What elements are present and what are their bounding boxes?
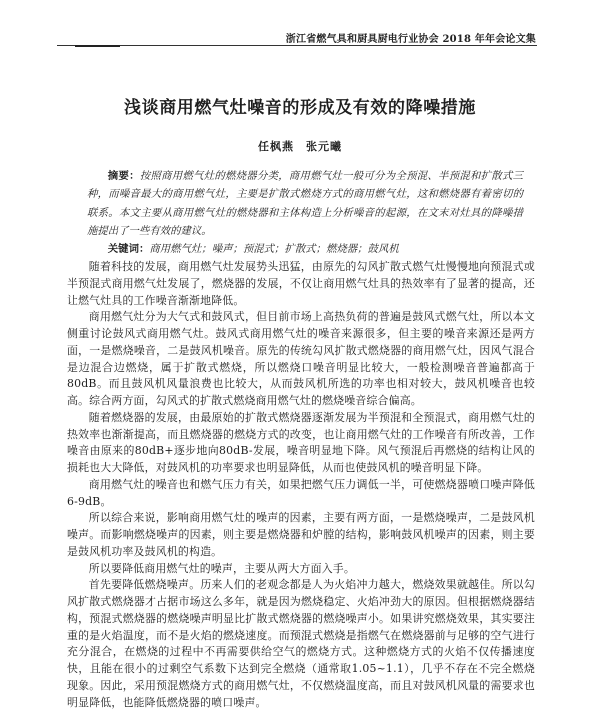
body-text	[67, 259, 535, 711]
paragraph: 所以综合来说，影响商用燃气灶的噪声的因素，主要有两方面，一是燃烧噪声，二是鼓风机噪声。而影响燃烧噪声的因素，则主要是燃烧器和炉膛的结构，影响鼓风机噪声的因素，则主要是鼓风机功率及鼓风机的构造。	[67, 511, 535, 558]
keywords-list: 商用燃气灶；噪声；预混式；扩散式；燃烧器；鼓风机	[149, 243, 399, 256]
paper-title: 浅谈商用燃气灶噪音的形成及有效的降噪措施	[124, 98, 476, 118]
paragraph: 随着科技的发展，商用燃气灶发展势头迅猛，由原先的勾风扩散式燃气灶慢慢地向预混式或半预混式商用燃气灶发展了，燃烧器的发展，不仅让商用燃气灶具的热效率有了显著的提高，还让燃气灶具的工作噪音渐渐地降低。	[67, 260, 535, 307]
paragraph: 商用燃气灶的噪音也和燃气压力有关，如果把燃气压力调低一半，可使燃烧器喷口噪声降低6-9dB。	[67, 477, 535, 508]
abstract-label: 摘要：	[107, 170, 140, 182]
paragraph: 首先要降低燃烧噪声。历来人们的老观念都是人为火焰冲力越大，燃烧效果就越佳。所以勾风扩散式燃烧器才占据市场这么多年，就是因为燃烧稳定、火焰冲劲大的原因。但根据燃烧器结构，预混式燃烧器的燃烧噪声明显比扩散式燃烧器的燃烧噪声小。如果讲究燃烧效果，其实要注重的是火焰温度，而不是火焰的燃烧速度。而预混式燃烧是指燃气在燃烧器前与足够的空气进行充分混合，在燃烧的过程中不再需要供给空气的燃烧方式。这种燃烧方式的火焰不仅传播速度快，且能在很小的过剩空气系数下达到完全燃烧（通常取1.05~1.1），几乎不存在不完全燃烧现象。因此，采用预混燃烧方式的商用燃气灶，不仅燃烧温度高，而且对鼓风机风量的需要求也明显降低，也能降低燃烧器的喷口噪声。	[67, 578, 535, 709]
authors: 任枫燕 张元曦	[258, 140, 342, 153]
abstract-text	[87, 167, 523, 240]
header-rule	[57, 45, 537, 46]
paragraph: 随着燃烧器的发展，由最原始的扩散式燃烧器逐渐发展为半预混和全预混式，商用燃气灶的热效率也渐渐提高，而且燃烧器的燃烧方式的改变，也让商用燃气灶的工作噪音有所改善，工作噪音由原来的80dB+逐步地向80dB-发展，噪音明显地下降。风气预混后再燃烧的结构让风的损耗也大大降低，对鼓风机的功率要求也明显降低，从而也使鼓风机的噪音明显下降。	[67, 410, 535, 474]
paragraph: 商用燃气灶分为大气式和鼓风式，但目前市场上高热负荷的普遍是鼓风式燃气灶，所以本文侧重讨论鼓风式商用燃气灶。鼓风式商用燃气灶的噪音来源很多，但主要的噪音来源还是两方面，一是燃烧噪音，二是鼓风机噪音。原先的传统勾风扩散式燃烧器的商用燃气灶，因风气混合是边混合边燃烧，属于扩散式燃烧，所以燃烧口噪音明显比较大，一般检测噪音普遍都高于80dB。而且鼓风机风量浪费也比较大，从而鼓风机所选的功率也相对较大，鼓风机噪音也较高。综合两方面，勾风式的扩散式燃烧商用燃气灶的燃烧噪音综合偏高。	[67, 310, 535, 407]
header-rule-accent	[75, 45, 120, 47]
paragraph: 所以要降低商用燃气灶的噪声，主要从两大方面入手。	[88, 561, 355, 575]
keywords	[87, 240, 523, 258]
running-header: 浙江省燃气具和厨具厨电行业协会 2018 年年会论文集	[285, 34, 536, 45]
abstract-body: 按照商用燃气灶的燃烧器分类，商用燃气灶一般可分为全预混、半预混和扩散式三种，而噪音最大的商用燃气灶，主要是扩散式燃烧方式的商用燃气灶，这和燃烧器有着密切的联系。本文主要从商用燃气灶的燃烧器和主体构造上分析噪音的起源，在文末对灶具的降噪措施提出了一些有效的建议。	[87, 170, 524, 237]
abstract	[87, 167, 523, 258]
keywords-label: 关键词：	[107, 243, 150, 256]
